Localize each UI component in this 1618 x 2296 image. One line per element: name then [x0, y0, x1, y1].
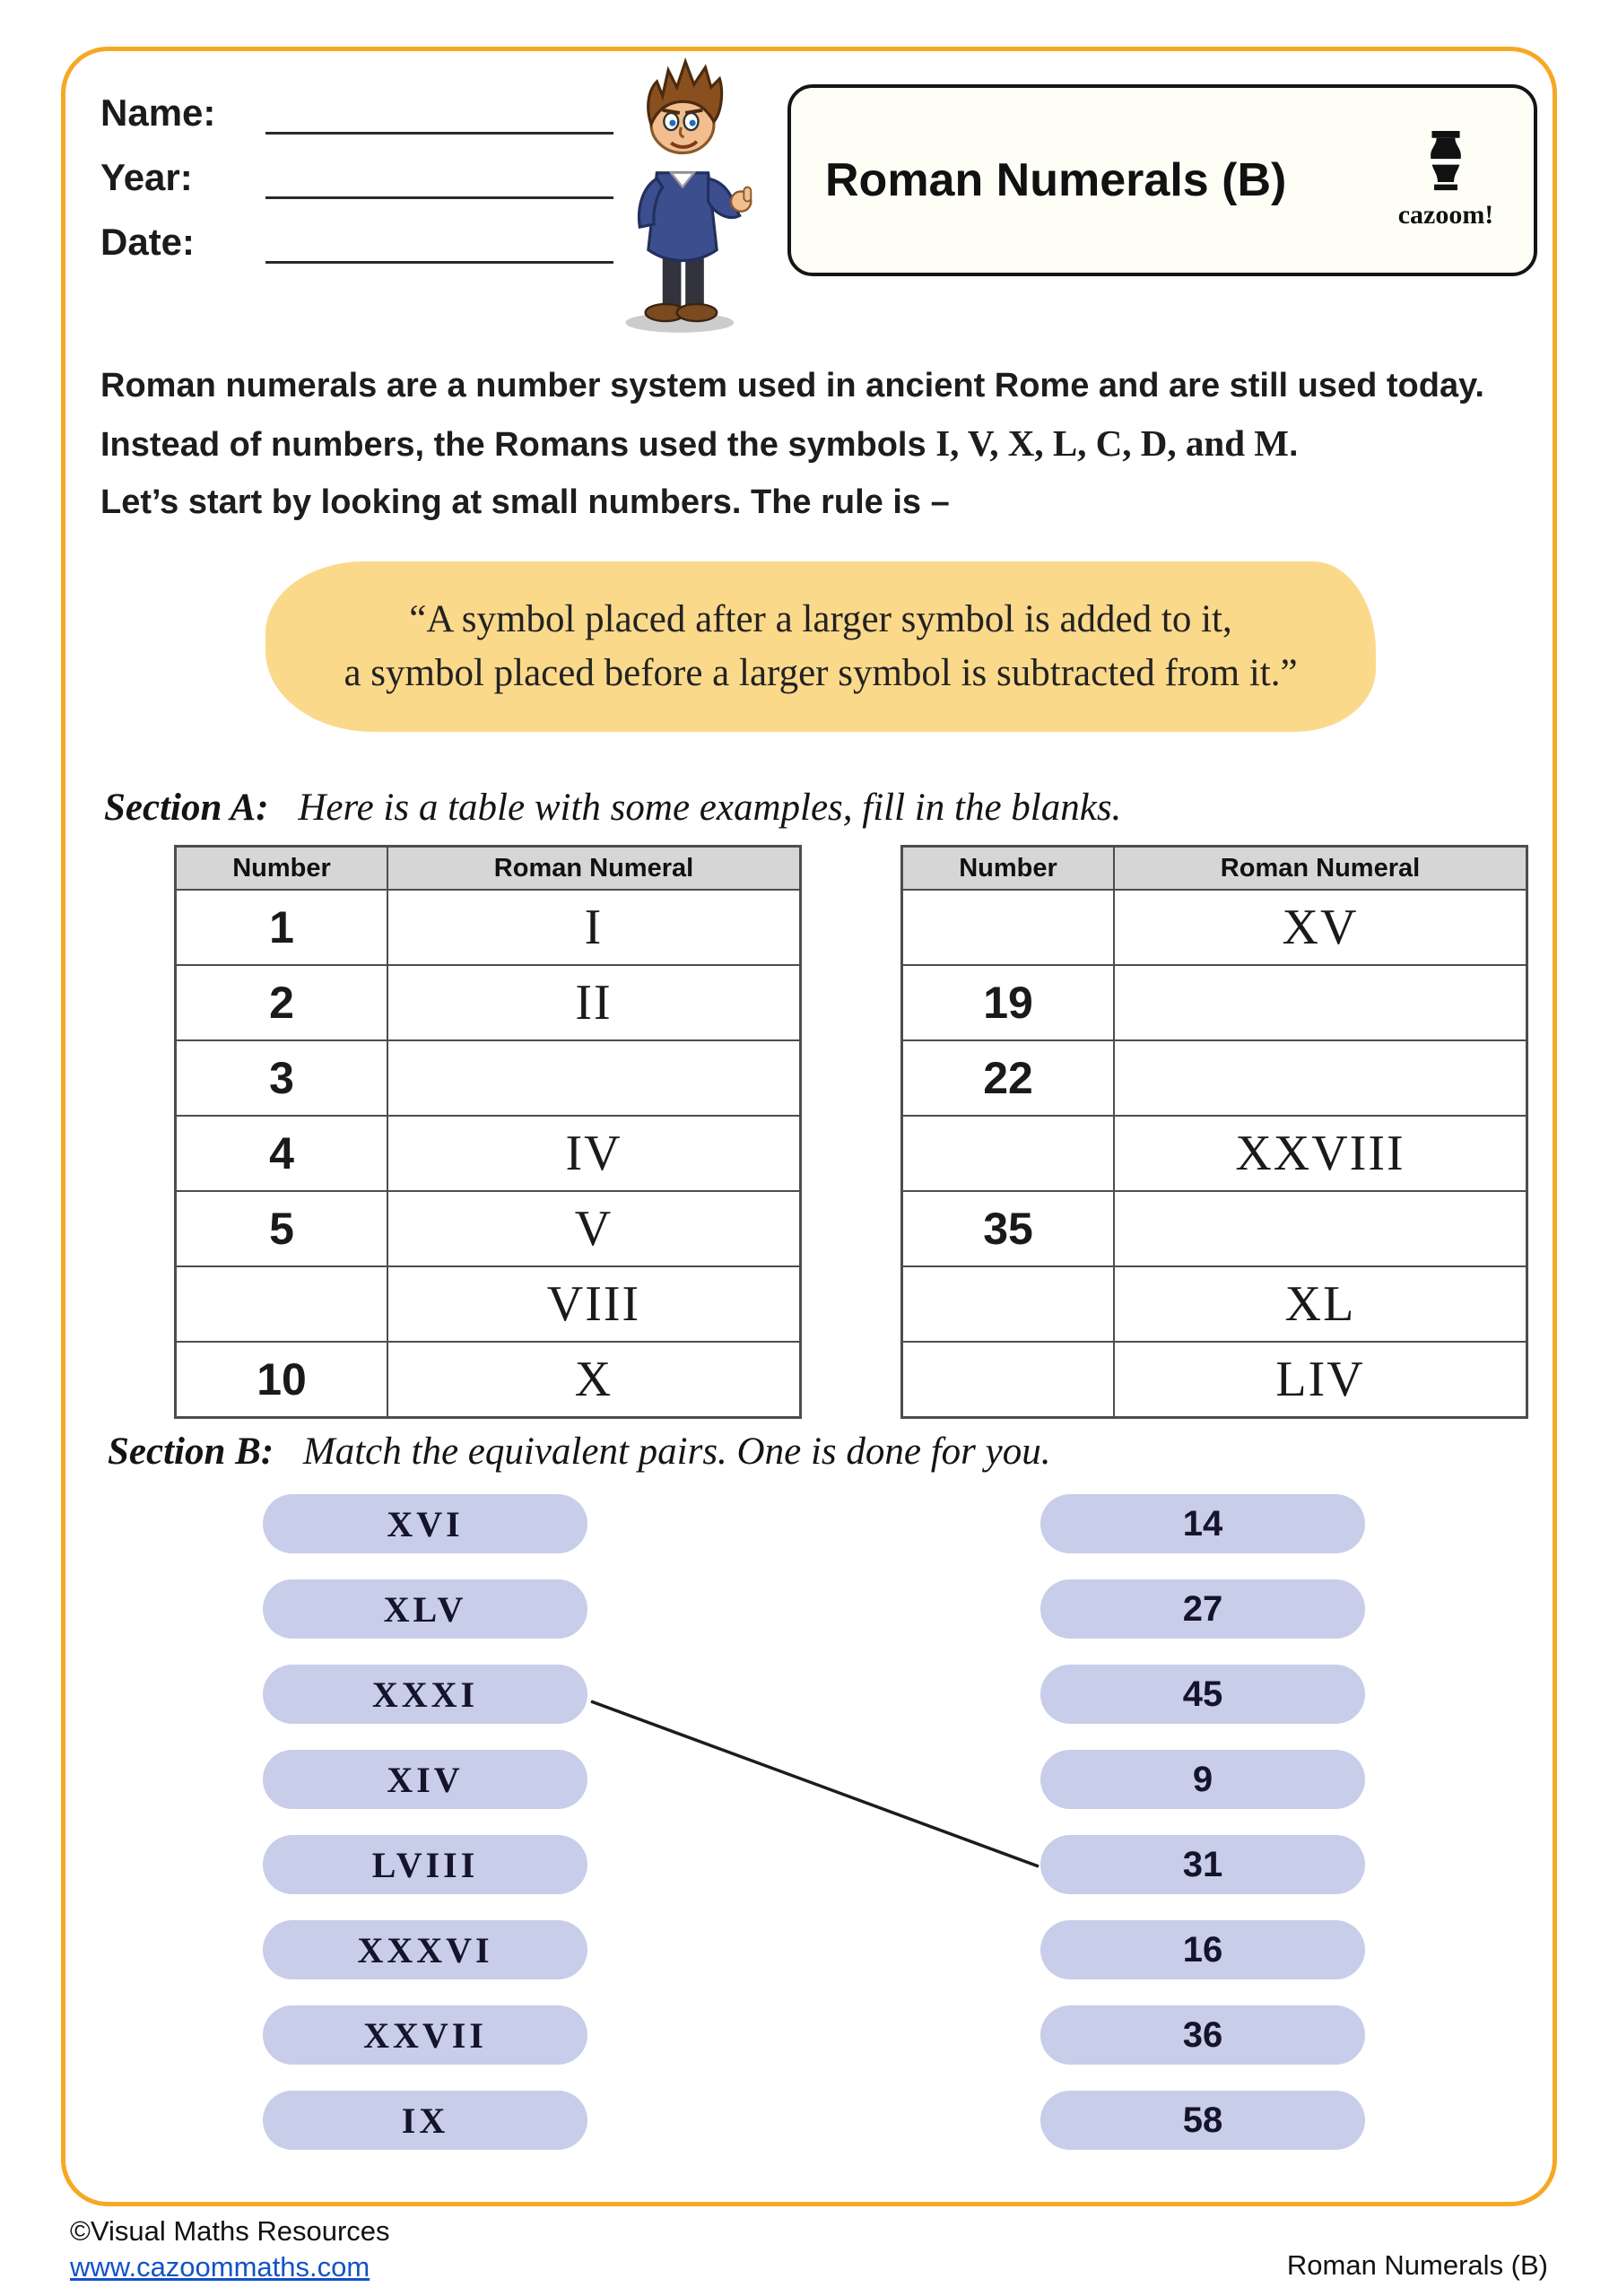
- intro-line-1: Roman numerals are a number system used in ancient Rome and are still used today.: [100, 367, 1484, 404]
- table-cell-blank: [902, 1342, 1115, 1418]
- intro-line-3: Let’s start by looking at small numbers. The rule is –: [100, 483, 950, 521]
- footer-copyright: ©Visual Maths Resources: [70, 2215, 390, 2247]
- table-cell-blank: [902, 890, 1115, 965]
- table-cell-number: 4: [176, 1116, 388, 1191]
- pill-label: 45: [1182, 1674, 1223, 1714]
- pill-label: XXVII: [363, 2014, 487, 2056]
- numeral-pill: [263, 1665, 587, 1724]
- table-cell-blank: [1114, 1040, 1527, 1116]
- table-cell-blank: [902, 1116, 1115, 1191]
- table-row: [176, 1040, 801, 1116]
- table-row: [176, 1116, 801, 1191]
- number-pill: [1040, 1920, 1365, 1979]
- footer-page-label: Roman Numerals (B): [1286, 2249, 1548, 2281]
- table-cell-blank: [387, 1040, 801, 1116]
- number-pill: [1040, 1750, 1365, 1809]
- pill-label: 31: [1182, 1844, 1223, 1884]
- table-row: [176, 890, 801, 965]
- pill-label: XXXVI: [357, 1929, 493, 1970]
- table-cell-number: 19: [902, 965, 1115, 1040]
- table-row: [902, 1266, 1527, 1342]
- section-a-table-right: [900, 845, 1528, 1419]
- table-cell-numeral: V: [387, 1191, 801, 1266]
- cartoon-boy-illustration: [596, 50, 770, 335]
- pills-left: [263, 1494, 587, 2176]
- table-row: [902, 1116, 1527, 1191]
- pill-label: IX: [401, 2100, 449, 2141]
- section-b-label: Section B:: [108, 1431, 274, 1473]
- table-cell-numeral: XL: [1114, 1266, 1527, 1342]
- pill-label: 14: [1182, 1503, 1223, 1544]
- table-cell-numeral: IV: [387, 1116, 801, 1191]
- pill-label: XXXI: [371, 1674, 479, 1715]
- year-row: [100, 156, 613, 199]
- pills-right: [1040, 1494, 1365, 2176]
- section-b-instruction: Match the equivalent pairs. One is done for you.: [302, 1431, 1051, 1473]
- year-write-line: [265, 157, 613, 199]
- table-cell-blank: [1114, 1191, 1527, 1266]
- column-header-numeral: Roman Numeral: [387, 847, 801, 891]
- pill-label: 27: [1182, 1588, 1223, 1629]
- cazoom-logo-text: cazoom!: [1397, 199, 1494, 230]
- table-cell-numeral: XV: [1114, 890, 1527, 965]
- section-b-heading: [108, 1430, 1050, 1474]
- pill-label: XVI: [387, 1503, 464, 1544]
- number-pill: [1040, 1835, 1365, 1894]
- table-row: [902, 1191, 1527, 1266]
- table-cell-numeral: X: [387, 1342, 801, 1418]
- numeral-pill: [263, 1494, 587, 1553]
- table-header-row: [176, 847, 801, 891]
- pill-label: XIV: [387, 1759, 464, 1800]
- year-label: Year:: [100, 156, 193, 198]
- table-cell-number: 2: [176, 965, 388, 1040]
- table-cell-numeral: II: [387, 965, 801, 1040]
- number-pill: [1040, 2005, 1365, 2065]
- numeral-pill: [263, 1750, 587, 1809]
- numeral-pill: [263, 1835, 587, 1894]
- name-write-line: [265, 92, 613, 135]
- section-a-label: Section A:: [104, 787, 269, 829]
- intro-line-2-prefix: Instead of numbers, the Romans used the symbols: [100, 426, 936, 464]
- section-a-tables: [174, 845, 1528, 1419]
- table-cell-numeral: XXVIII: [1114, 1116, 1527, 1191]
- table-row: [176, 1342, 801, 1418]
- date-label: Date:: [100, 221, 196, 263]
- rule-quote-line-1: “A symbol placed after a larger symbol is added to it,: [409, 598, 1232, 640]
- table-header-row: [902, 847, 1527, 891]
- worksheet-title-box: [787, 84, 1537, 276]
- column-header-number: Number: [902, 847, 1115, 891]
- pill-label: 58: [1182, 2100, 1223, 2140]
- column-header-numeral: Roman Numeral: [1114, 847, 1527, 891]
- table-cell-blank: [176, 1266, 388, 1342]
- numeral-pill: [263, 1920, 587, 1979]
- date-write-line: [265, 222, 613, 264]
- table-cell-number: 1: [176, 890, 388, 965]
- name-label: Name:: [100, 91, 216, 134]
- numeral-pill: [263, 2091, 587, 2150]
- pill-label: 36: [1182, 2014, 1223, 2055]
- table-cell-numeral: VIII: [387, 1266, 801, 1342]
- footer-website-link[interactable]: www.cazoommaths.com: [70, 2251, 370, 2283]
- section-a-table-left: [174, 845, 802, 1419]
- student-info-block: [100, 91, 613, 285]
- rule-quote-line-2: a symbol placed before a larger symbol is subtracted from it.”: [344, 652, 1298, 694]
- intro-line-2: [100, 414, 1535, 474]
- pill-label: 9: [1192, 1759, 1214, 1799]
- intro-line-2-symbols: I, V, X, L, C, D, and M: [935, 422, 1289, 464]
- table-row: [176, 1266, 801, 1342]
- rule-quote-highlight: [265, 561, 1376, 732]
- worksheet-title: Roman Numerals (B): [825, 154, 1287, 206]
- number-pill: [1040, 1494, 1365, 1553]
- table-row: [176, 965, 801, 1040]
- table-cell-number: 35: [902, 1191, 1115, 1266]
- table-row: [176, 1191, 801, 1266]
- cazoom-logo: [1392, 131, 1500, 230]
- table-row: [902, 1040, 1527, 1116]
- table-cell-numeral: LIV: [1114, 1342, 1527, 1418]
- pill-label: LVIII: [371, 1844, 479, 1885]
- numeral-pill: [263, 1579, 587, 1639]
- table-row: [902, 890, 1527, 965]
- table-row: [902, 965, 1527, 1040]
- table-cell-number: 10: [176, 1342, 388, 1418]
- number-pill: [1040, 1579, 1365, 1639]
- date-row: [100, 221, 613, 264]
- table-cell-blank: [1114, 965, 1527, 1040]
- name-row: [100, 91, 613, 135]
- table-cell-number: 5: [176, 1191, 388, 1266]
- number-pill: [1040, 1665, 1365, 1724]
- section-a-instruction: Here is a table with some examples, fill in the blanks.: [298, 787, 1122, 829]
- pill-label: 16: [1182, 1929, 1223, 1970]
- intro-text: [100, 357, 1535, 531]
- table-cell-numeral: I: [387, 890, 801, 965]
- table-cell-number: 22: [902, 1040, 1115, 1116]
- numeral-pill: [263, 2005, 587, 2065]
- cazoom-vase-icon: [1422, 131, 1469, 198]
- table-cell-blank: [902, 1266, 1115, 1342]
- intro-line-2-suffix: .: [1288, 426, 1299, 464]
- pill-label: XLV: [383, 1588, 467, 1630]
- table-cell-number: 3: [176, 1040, 388, 1116]
- table-row: [902, 1342, 1527, 1418]
- column-header-number: Number: [176, 847, 388, 891]
- number-pill: [1040, 2091, 1365, 2150]
- section-a-heading: [104, 786, 1121, 830]
